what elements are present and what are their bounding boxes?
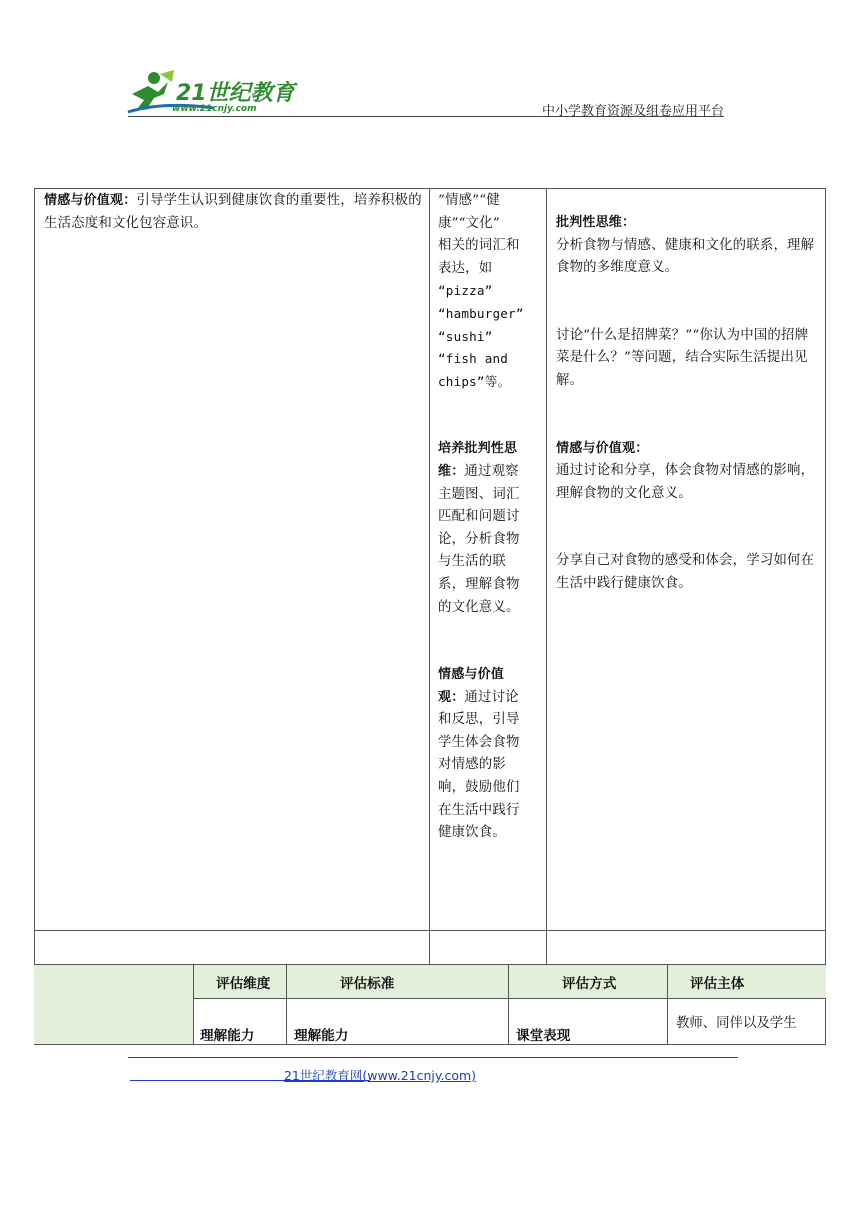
header-divider bbox=[128, 116, 724, 117]
text-line: 情感与价值 bbox=[438, 667, 505, 683]
values-text: 通过讨论和分享，体会食物对情感的影响，理解食物的文化意义。 bbox=[556, 463, 815, 501]
eval-header-standard: 评估标准 bbox=[340, 976, 395, 992]
text-line: 论，分析食物 bbox=[438, 531, 520, 547]
footer-divider bbox=[128, 1057, 738, 1058]
eval-header-method: 评估方式 bbox=[562, 976, 617, 992]
text-line: chips”等。 bbox=[438, 373, 511, 389]
text-line: 主题图、词汇 bbox=[438, 486, 520, 502]
table-row-divider bbox=[34, 930, 826, 931]
table-col-divider-1 bbox=[429, 188, 430, 964]
eval-bottom-border bbox=[34, 1044, 826, 1045]
goal-cell bbox=[44, 190, 424, 235]
goal-text: 引导学生认识到健康饮食的重要性，培养积极的生活态度和文化包容意识。 bbox=[44, 193, 422, 231]
table-col-divider-2 bbox=[546, 188, 547, 964]
table-right-border bbox=[825, 188, 826, 1044]
text-line: “hamburger” bbox=[438, 305, 524, 321]
text-line: 与生活的联 bbox=[438, 554, 506, 570]
critical-text: 分析食物与情感、健康和文化的联系，理解食物的多维度意义。 bbox=[556, 237, 815, 276]
eval-header-divider bbox=[193, 998, 826, 999]
text-line: 相关的词汇和 bbox=[438, 238, 520, 254]
critical-thinking-block: 培养批判性思 维：通过观察 主题图、词汇 匹配和问题讨 论，分析食物 与生活的联 系，理解食物 的文化意义。 bbox=[438, 438, 538, 619]
eval-col-divider bbox=[286, 964, 287, 1044]
vocab-block bbox=[438, 190, 538, 393]
text-line: “情感”“健 bbox=[438, 193, 500, 208]
eval-cell-method: 课堂表现 bbox=[516, 1028, 571, 1044]
text-line: 健康饮食。 bbox=[438, 825, 506, 841]
values-heading: 情感与价值观： bbox=[556, 440, 649, 456]
eval-col-divider bbox=[193, 964, 194, 1044]
text-line: 响，鼓励他们 bbox=[438, 780, 520, 796]
text-line: 对情感的影 bbox=[438, 757, 506, 773]
site-logo bbox=[124, 68, 294, 118]
platform-title: 中小学教育资源及组卷应用平台 bbox=[541, 104, 724, 119]
sharing-text: 分享自己对食物的感受和体会，学习如何在生活中践行健康饮食。 bbox=[556, 553, 815, 591]
eval-cell-standard: 理解能力 bbox=[294, 1028, 349, 1044]
logo-url: www.21cnjy.com bbox=[172, 104, 257, 114]
text-line: 的文化意义。 bbox=[438, 599, 520, 615]
text-line: 康”“文化” bbox=[438, 215, 500, 231]
text-line: “sushi” bbox=[438, 328, 493, 344]
text-line: 系，理解食物 bbox=[438, 576, 520, 592]
assessment-cell bbox=[556, 212, 820, 596]
goal-label: 情感与价值观： bbox=[44, 193, 137, 208]
text-line: 在生活中践行 bbox=[438, 802, 520, 818]
footer-link[interactable]: 21世纪教育网(www.21cnjy.com) bbox=[283, 1068, 477, 1083]
eval-left-shade bbox=[34, 999, 193, 1044]
text-line: 表达，如 bbox=[438, 260, 493, 276]
discussion-text: 讨论“什么是招牌菜？”“你认为中国的招牌菜是什么？”等问题，结合实际生活提出见解。 bbox=[556, 327, 809, 388]
text-line: 学生体会食物 bbox=[438, 734, 520, 750]
values-block: 情感与价值 观：通过讨论 和反思，引导 学生体会食物 对情感的影 响，鼓励他们 在生活中践行 健康饮食。 bbox=[438, 664, 538, 845]
text-line: 培养批判性思 bbox=[438, 441, 518, 457]
table-left-border bbox=[34, 188, 35, 1044]
eval-header-dimension: 评估维度 bbox=[216, 976, 271, 992]
critical-heading: 批判性思维： bbox=[556, 215, 636, 230]
eval-cell-dimension: 理解能力 bbox=[200, 1028, 255, 1044]
eval-cell-subject: 教师、同伴以及学生 bbox=[676, 1016, 797, 1031]
activity-cell bbox=[438, 190, 538, 845]
text-line: “fish and bbox=[438, 351, 509, 367]
table-top-border bbox=[34, 188, 826, 189]
eval-col-divider bbox=[508, 964, 509, 1044]
eval-header-subject: 评估主体 bbox=[690, 976, 745, 992]
text-line: 匹配和问题讨 bbox=[438, 509, 520, 525]
eval-top-border bbox=[34, 964, 826, 965]
eval-col-divider bbox=[667, 964, 668, 1044]
text-line: “pizza” bbox=[438, 283, 493, 299]
logo-text: 21世纪教育 bbox=[176, 81, 295, 106]
text-line: 和反思，引导 bbox=[438, 712, 520, 728]
